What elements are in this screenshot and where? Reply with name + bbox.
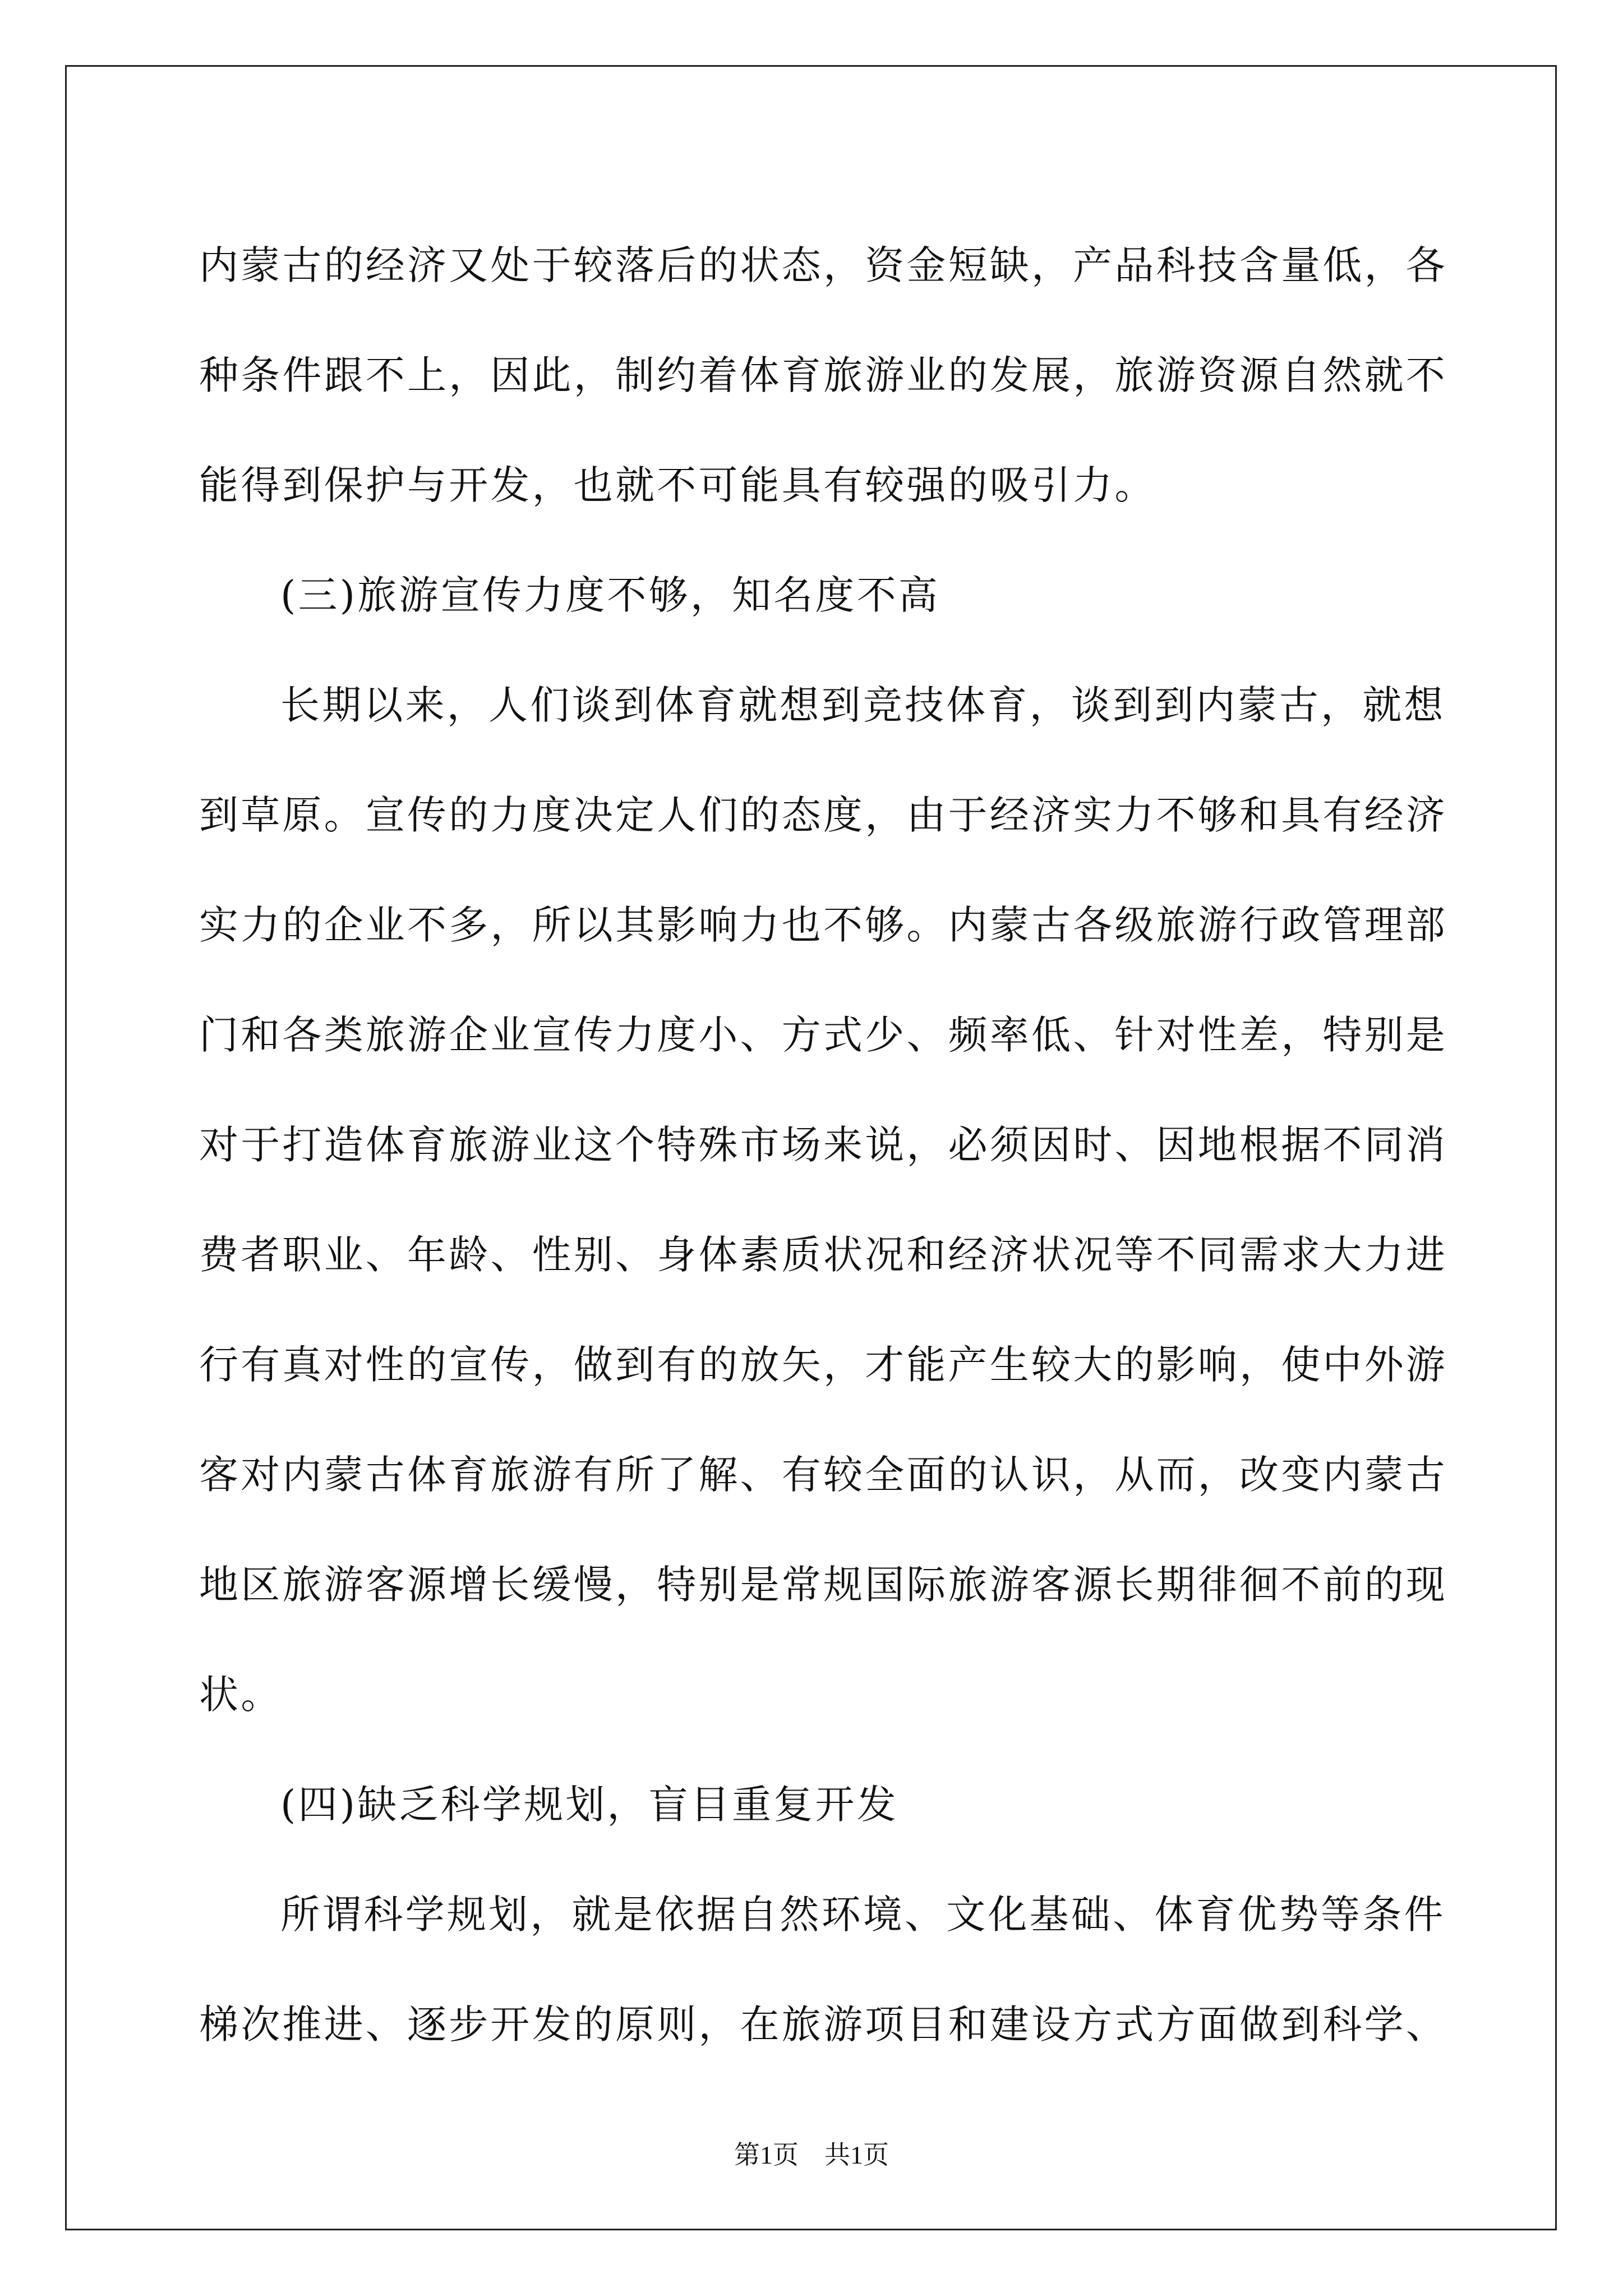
page-total: 共1页	[824, 2141, 889, 2169]
body-line: 状。	[199, 1672, 283, 1718]
section-heading-4: (四)缺乏科学规划，盲目重复开发	[280, 1782, 898, 1828]
body-line: 地区旅游客源增长缓慢，特别是常规国际旅游客源长期徘徊不前的现	[199, 1562, 1447, 1608]
paragraph-start: 长期以来，人们谈到体育就想到竞技体育，谈到到内蒙古，就想	[280, 682, 1446, 728]
section-heading-3: (三)旅游宣传力度不够，知名度不高	[280, 572, 940, 618]
document-body	[199, 210, 1447, 2079]
body-line: 客对内蒙古体育旅游有所了解、有较全面的认识，从而，改变内蒙古	[199, 1452, 1447, 1498]
body-line: 门和各类旅游企业宣传力度小、方式少、频率低、针对性差，特别是	[199, 1012, 1447, 1058]
body-line: 对于打造体育旅游业这个特殊市场来说，必须因时、因地根据不同消	[199, 1122, 1447, 1168]
body-line: 内蒙古的经济又处于较落后的状态，资金短缺，产品科技含量低，各	[199, 242, 1447, 288]
body-line: 梯次推进、逐步开发的原则，在旅游项目和建设方式方面做到科学、	[199, 2001, 1447, 2047]
body-line: 行有真对性的宣传，做到有的放矢，才能产生较大的影响，使中外游	[199, 1342, 1447, 1388]
body-line: 种条件跟不上，因此，制约着体育旅游业的发展，旅游资源自然就不	[199, 352, 1447, 398]
body-line: 实力的企业不多，所以其影响力也不够。内蒙古各级旅游行政管理部	[199, 902, 1447, 948]
page-number: 第1页	[734, 2141, 799, 2169]
page-footer	[0, 2134, 1623, 2171]
paragraph-start: 所谓科学规划，就是依据自然环境、文化基础、体育优势等条件	[280, 1892, 1446, 1938]
body-line: 能得到保护与开发，也就不可能具有较强的吸引力。	[199, 462, 1156, 508]
body-line: 到草原。宣传的力度决定人们的态度，由于经济实力不够和具有经济	[199, 792, 1447, 838]
body-line: 费者职业、年龄、性别、身体素质状况和经济状况等不同需求大力进	[199, 1232, 1447, 1278]
